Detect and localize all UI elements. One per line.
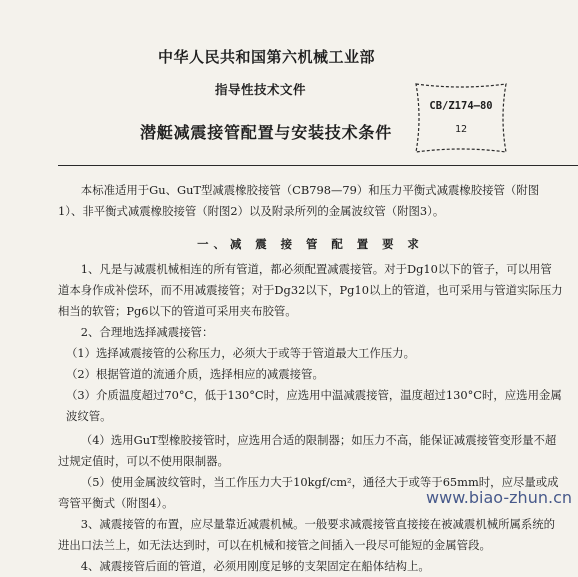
clause-2-2: （2）根据管道的流通介质，选择相应的减震接管。 bbox=[66, 367, 324, 381]
clause-2: 2、合理地选择减震接管： bbox=[80, 325, 214, 339]
standard-number-stamp bbox=[410, 80, 512, 156]
clause-2-4: （4）选用GuT型橡胶接管时，应选用合适的限制器；如压力不高，能保证减震接管变形量不超过规定值时，可以不使用限制器。 bbox=[58, 433, 557, 468]
clause-3: 3、减震接管的布置，应尽量靠近减震机械。一般要求减震接管直接接在被减震机械所属系统的进出口法兰上，如无法达到时，可以在机械和接管之间插入一段尽可能短的金属管段。 bbox=[58, 517, 556, 552]
clause-2-5: （5）使用金属波纹管时，当工作压力大于10kgf/cm²，通径大于或等于65mm时，应尽量或成弯管平衡式（附图4）。 bbox=[58, 475, 559, 510]
clause-4: 4、减震接管后面的管道，必须用刚度足够的支架固定在船体结构上。 bbox=[80, 559, 430, 573]
clause-2-3: （3）介质温度超过70°C，低于130°C时，应选用中温减震接管，温度超过130°C时，应选用金属波纹管。 bbox=[66, 388, 562, 423]
section-heading: 一、减 震 接 管 配 置 要 求 bbox=[197, 237, 424, 251]
intro-paragraph: 本标准适用于Gu、GuT型减震橡胶接管（CB798—79）和压力平衡式减震橡胶接管（附图1）、非平衡式减震橡胶接管（附图2）以及附录所列的金属波纹管（附图3）。 bbox=[58, 183, 540, 218]
clause-1: 1、凡是与减震机械相连的所有管道，都必须配置减震接管。对于Dg10以下的管子，可以用管道本身作成补偿环，而不用减震接管；对于Dg32以下，Pg10以上的管道，也可采用与管道实际压力相当的软管；Pg6以下的管道可采用夹布胶管。 bbox=[58, 262, 563, 318]
standard-code: CB/Z174—80 bbox=[429, 100, 493, 112]
site-watermark: www.biao-zhun.cn bbox=[426, 488, 572, 507]
clause-2-1: （1）选择减震接管的公称压力，必须大于或等于管道最大工作压力。 bbox=[66, 346, 415, 360]
document-header bbox=[0, 0, 578, 165]
page-number: 12 bbox=[454, 124, 468, 135]
stamp-border bbox=[410, 80, 512, 156]
issuing-ministry: 中华人民共和国第六机械工业部 bbox=[158, 48, 376, 66]
document-type: 指导性技术文件 bbox=[215, 82, 307, 97]
document-title: 潜艇减震接管配置与安装技术条件 bbox=[140, 123, 393, 142]
header-divider bbox=[58, 165, 578, 166]
document-body bbox=[58, 180, 563, 577]
